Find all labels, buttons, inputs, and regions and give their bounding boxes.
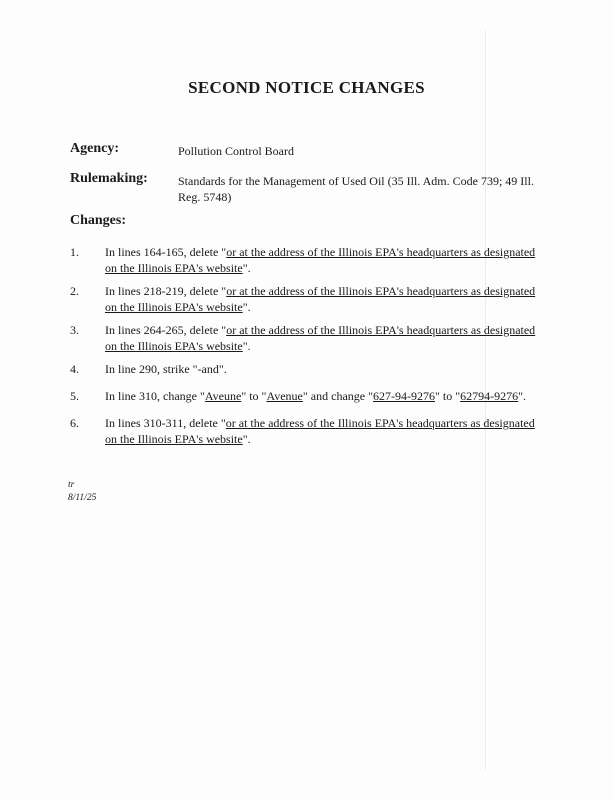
change-text: In line 290, strike "-and". <box>105 362 227 376</box>
page-title: SECOND NOTICE CHANGES <box>188 78 425 97</box>
change-text <box>105 388 545 404</box>
change-text-underlined: 62794-9276 <box>460 389 519 403</box>
document-date: 8/11/25 <box>68 493 97 503</box>
change-text-post: ". <box>242 432 251 446</box>
change-text-post: ". <box>242 339 251 353</box>
change-number: 6. <box>70 416 79 430</box>
change-number: 2. <box>70 284 79 298</box>
change-text-part: " to " <box>241 389 267 403</box>
change-text-part: " to " <box>435 389 461 403</box>
change-text-pre: In lines 164-165, delete " <box>105 245 227 259</box>
rulemaking-label: Rulemaking: <box>70 171 148 186</box>
change-text-underlined: Avenue <box>266 389 303 403</box>
rulemaking-value: Standards for the Management of Used Oil (35 Ill. Adm. Code 739; 49 Ill. Reg. 5748) <box>178 174 534 204</box>
change-text-part: In line 310, change " <box>105 389 205 403</box>
change-text-underlined: or at the address of the Illinois EPA's headquarters as designated on the Illinois EPA's website <box>105 284 536 314</box>
change-text-post: ". <box>242 261 251 275</box>
agency-value: Pollution Control Board <box>178 144 295 158</box>
change-text-post: ". <box>242 300 251 314</box>
change-text-underlined: or at the address of the Illinois EPA's headquarters as designated on the Illinois EPA's website <box>105 323 536 353</box>
change-text-part: " and change " <box>302 389 373 403</box>
agency-label: Agency: <box>70 141 119 156</box>
change-number: 4. <box>70 362 79 376</box>
change-text <box>105 322 545 354</box>
change-text-pre: In lines 218-219, delete " <box>105 284 227 298</box>
change-text-part: ". <box>518 389 527 403</box>
change-text <box>105 415 545 447</box>
change-text <box>105 244 545 276</box>
change-text-pre: In lines 310-311, delete " <box>105 416 226 430</box>
change-text <box>105 283 545 315</box>
change-text-underlined: or at the address of the Illinois EPA's headquarters as designated on the Illinois EPA's website <box>105 416 535 446</box>
author-initials: tr <box>68 480 75 490</box>
change-text-underlined: Aveune <box>204 389 242 403</box>
change-number: 3. <box>70 323 79 337</box>
change-text-pre: In lines 264-265, delete " <box>105 323 227 337</box>
change-text-underlined: 627-94-9276 <box>373 389 435 403</box>
change-number: 5. <box>70 389 79 403</box>
change-number: 1. <box>70 245 79 259</box>
change-text-underlined: or at the address of the Illinois EPA's headquarters as designated on the Illinois EPA's website <box>105 245 536 275</box>
changes-heading: Changes: <box>70 213 127 228</box>
